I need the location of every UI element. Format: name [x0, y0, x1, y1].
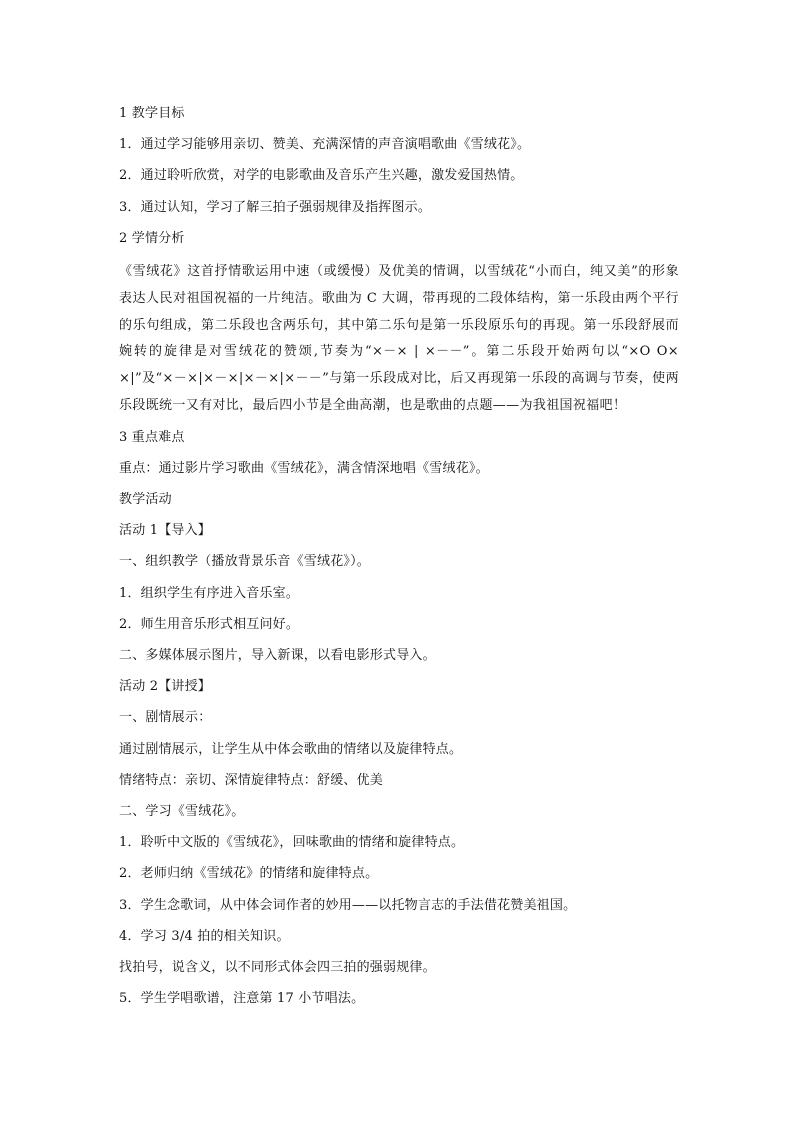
- activity-2-substep-5: 5．学生学唱歌谱，注意第 17 小节唱法。: [119, 991, 365, 1007]
- activity-2-substep-1: 1．聆听中文版的《雪绒花》，回味歌曲的情绪和旋律特点。: [119, 835, 465, 851]
- section-heading-activities: 教学活动: [119, 492, 172, 508]
- section-heading-key-points: 3 重点难点: [119, 429, 185, 445]
- document-page: [119, 103, 679, 1019]
- activity-2-step-1-text: 通过剧情展示，让学生从中体会歌曲的情绪以及旋律特点。: [119, 741, 463, 757]
- activity-2-substep-4-text: 找拍号，说含义，以不同形式体会四三拍的强弱规律。: [119, 959, 436, 975]
- analysis-paragraph: 《雪绒花》这首抒情歌运用中速（或缓慢）及优美的情调，以雪绒花“小而白，纯又美”的形象表达人民对祖国祝福的一片纯洁。歌曲为 C 大调，带再现的二段体结构，第一乐段由两个平行的乐句组成，第二乐段也含两乐句，其中第二乐句是第一乐段原乐句的再现。第一乐段舒展而婉转的旋律是对雪绒花的赞颂,节奏为“×－× | ×－－”。第二乐段开始两句以“×O O× ×|”及“×－×|×－×|×－×|×－－”与第一乐段成对比，后又再现第一乐段的高调与节奏，使两乐段既统一又有对比，最后四小节是全曲高潮，也是歌曲的点题——为我祖国祝福吧！: [119, 263, 679, 413]
- activity-2-substep-3: 3．学生念歌词，从中体会词作者的妙用——以托物言志的手法借花赞美祖国。: [119, 897, 577, 913]
- section-heading-analysis: 2 学情分析: [119, 230, 185, 246]
- activity-2-step-1: 一、剧情展示：: [119, 710, 212, 726]
- activity-1-step-1: 一、组织教学（播放背景乐音《雪绒花》）。: [119, 554, 371, 570]
- activity-2-characteristics: 情绪特点：亲切、深情旋律特点：舒缓、优美: [119, 772, 384, 788]
- activity-1-substep-1: 1．组织学生有序进入音乐室。: [119, 585, 300, 601]
- objective-item-3: 3．通过认知，学习了解三拍子强弱规律及指挥图示。: [119, 199, 432, 215]
- key-point-text: 重点：通过影片学习歌曲《雪绒花》，满含情深地唱《雪绒花》。: [119, 460, 489, 476]
- activity-2-substep-4: 4．学习 3/4 拍的相关知识。: [119, 928, 290, 944]
- section-heading-objectives: 1 教学目标: [119, 106, 185, 121]
- activity-1-heading: 活动 1【导入】: [119, 523, 212, 539]
- activity-2-step-2: 二、学习《雪绒花》。: [119, 803, 245, 819]
- activity-2-heading: 活动 2【讲授】: [119, 679, 212, 695]
- objective-item-2: 2．通过聆听欣赏，对学的电影歌曲及音乐产生兴趣，激发爱国热情。: [119, 168, 524, 184]
- objective-item-1: 1．通过学习能够用亲切、赞美、充满深情的声音演唱歌曲《雪绒花》。: [119, 137, 531, 153]
- activity-1-substep-2: 2．师生用音乐形式相互问好。: [119, 616, 300, 632]
- activity-1-step-2: 二、多媒体展示图片，导入新课，以看电影形式导入。: [119, 648, 436, 664]
- activity-2-substep-2: 2．老师归纳《雪绒花》的情绪和旋律特点。: [119, 866, 379, 882]
